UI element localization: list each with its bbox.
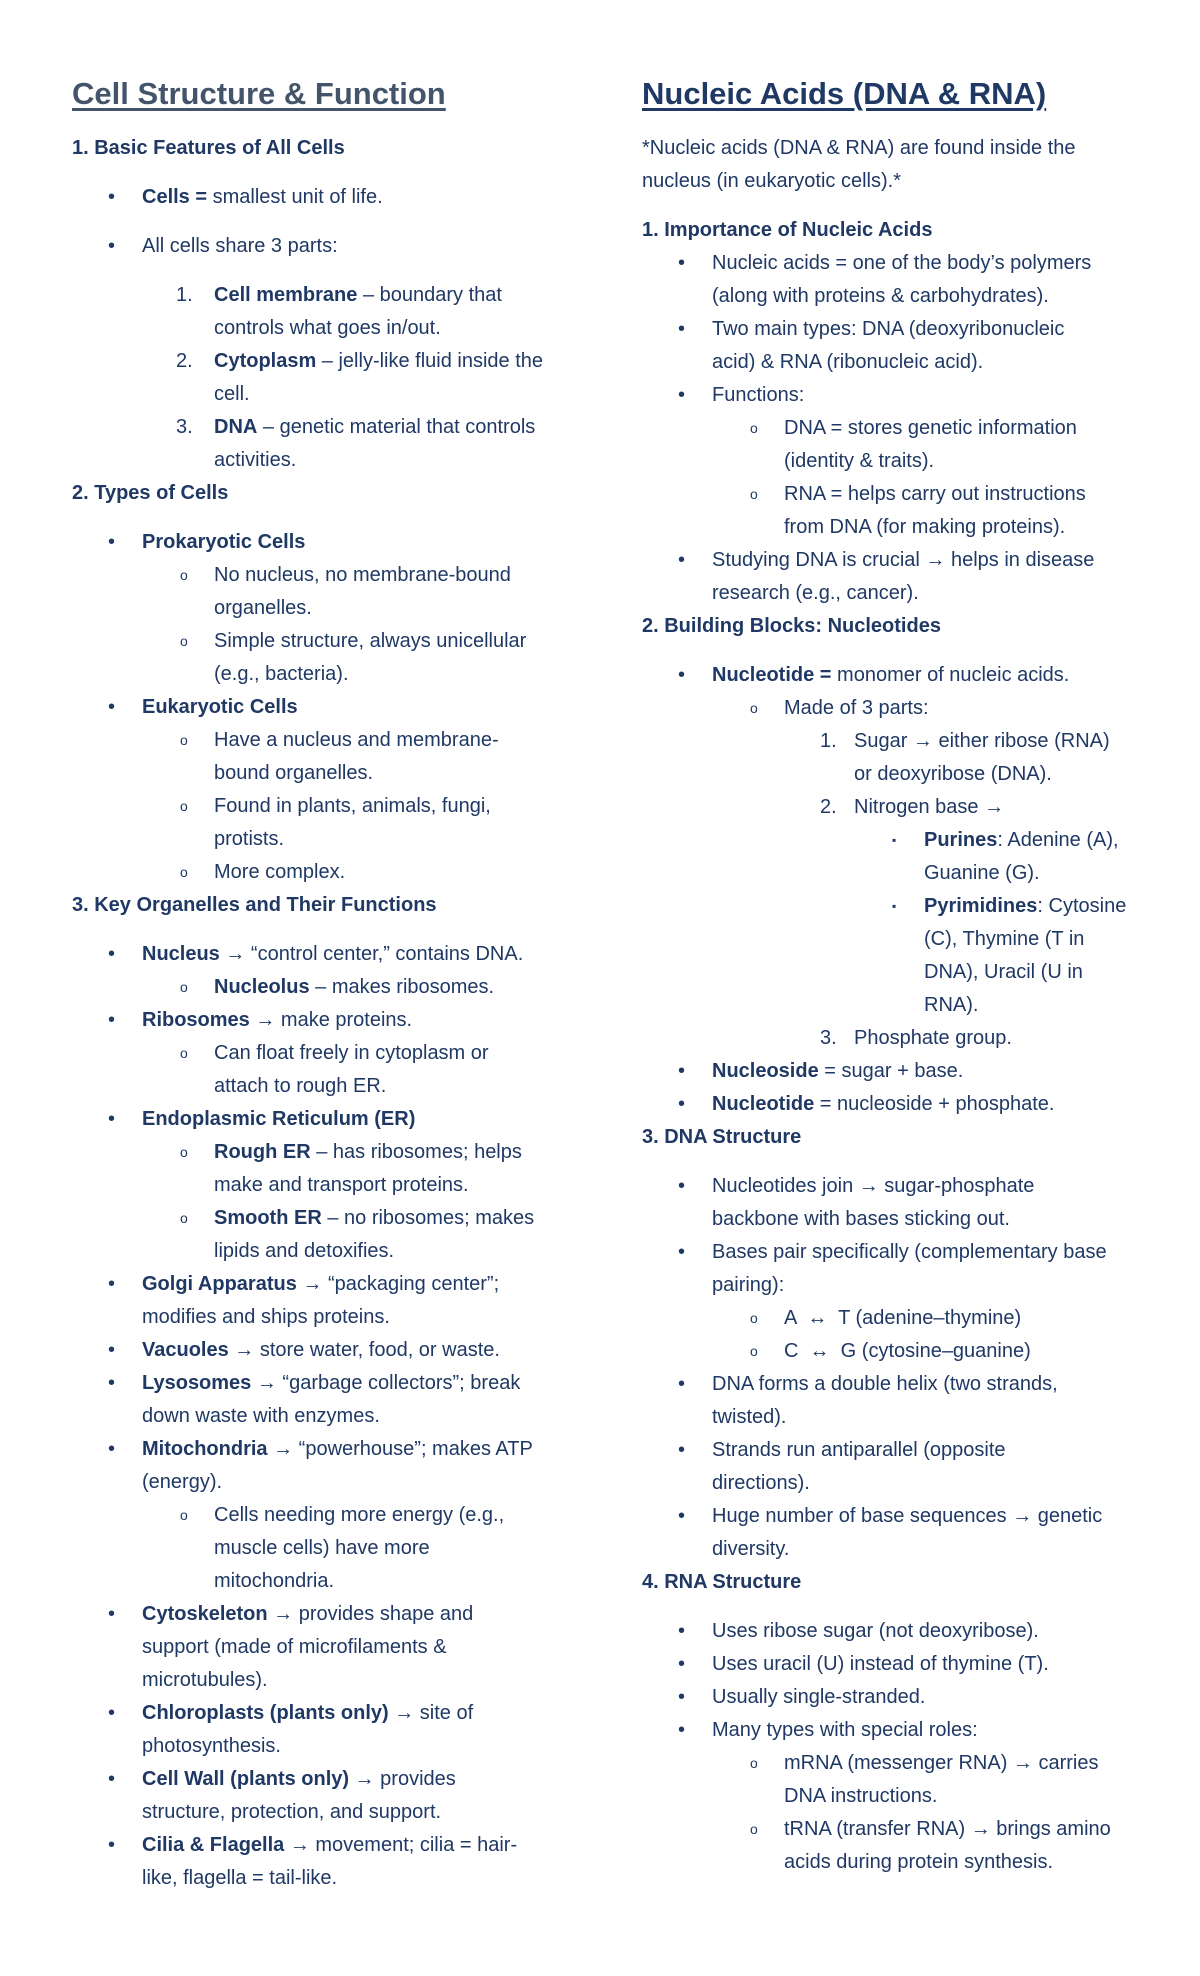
list-item: 3. DNA – genetic material that controls activities. [72, 411, 572, 477]
list-item: 2. Nitrogen base → [642, 791, 1142, 824]
list-item: o Cells needing more energy (e.g., muscle cells) have more mitochondria. [72, 1499, 572, 1598]
list-item: • Huge number of base sequences → genetic diversity. [642, 1500, 1142, 1566]
list-item: • Cell Wall (plants only) → provides structure, protection, and support. [72, 1763, 572, 1829]
nucleic-acids-column [642, 72, 1142, 1879]
list-item: • Lysosomes → “garbage collectors”; break down waste with enzymes. [72, 1367, 572, 1433]
list-item: o Can float freely in cytoplasm or attach to rough ER. [72, 1037, 572, 1103]
list-item: • Studying DNA is crucial → helps in disease research (e.g., cancer). [642, 544, 1142, 610]
list-item: • Vacuoles → store water, food, or waste. [72, 1334, 572, 1367]
bullet-marker: • [678, 1439, 686, 1461]
list-item: o tRNA (transfer RNA) → brings amino acids during protein synthesis. [642, 1813, 1142, 1879]
circle-marker: o [180, 798, 188, 814]
section-heading: 4. RNA Structure [642, 1571, 802, 1593]
cell-structure-title: Cell Structure & Function [72, 76, 446, 111]
list-item: • Cytoskeleton → provides shape and support (made of microfilaments & microtubules). [72, 1598, 572, 1697]
list-item: • Nucleic acids = one of the body’s polymers (along with proteins & carbohydrates). [642, 247, 1142, 313]
list-item: • Prokaryotic Cells [72, 526, 572, 559]
list-item: • Functions: [642, 379, 1142, 412]
list-item: • Eukaryotic Cells [72, 691, 572, 724]
list-item: o Found in plants, animals, fungi, protists. [72, 790, 572, 856]
bullet-marker: • [678, 252, 686, 274]
bullet-marker: • [678, 1373, 686, 1395]
list-item: • Mitochondria → “powerhouse”; makes ATP (energy). [72, 1433, 572, 1499]
list-item: • DNA forms a double helix (two strands, twisted). [642, 1368, 1142, 1434]
bullet-marker: • [678, 1241, 686, 1263]
list-item: ▪ Purines: Adenine (A), Guanine (G). [642, 824, 1142, 890]
bullet-marker: • [108, 1768, 116, 1790]
bullet-marker: • [108, 186, 116, 208]
list-item: • Nucleotide = monomer of nucleic acids. [642, 659, 1142, 692]
list-item: o RNA = helps carry out instructions from DNA (for making proteins). [642, 478, 1142, 544]
section-heading: 2. Building Blocks: Nucleotides [642, 615, 941, 637]
square-marker: ▪ [892, 833, 897, 847]
list-item: o Made of 3 parts: [642, 692, 1142, 725]
bullet-marker: • [678, 384, 686, 406]
list-item: • Ribosomes → make proteins. [72, 1004, 572, 1037]
circle-marker: o [750, 700, 758, 716]
circle-marker: o [750, 1821, 758, 1837]
circle-marker: o [180, 864, 188, 880]
circle-marker: o [180, 979, 188, 995]
number-marker: 2. [176, 350, 193, 372]
list-item: o Have a nucleus and membrane- bound organelles. [72, 724, 572, 790]
bullet-marker: • [678, 1093, 686, 1115]
list-item: ▪ Pyrimidines: Cytosine (C), Thymine (T in DNA), Uracil (U in RNA). [642, 890, 1142, 1022]
circle-marker: o [180, 1507, 188, 1523]
list-item: 2. Cytoplasm – jelly-like fluid inside the cell. [72, 345, 572, 411]
bullet-marker: • [108, 943, 116, 965]
list-item: • Cells = smallest unit of life. [72, 181, 572, 214]
bullet-marker: • [678, 1686, 686, 1708]
list-item: • Usually single-stranded. [642, 1681, 1142, 1714]
number-marker: 1. [176, 284, 193, 306]
list-item: • Uses ribose sugar (not deoxyribose). [642, 1615, 1142, 1648]
bullet-marker: • [108, 1702, 116, 1724]
list-item: • Nucleus → “control center,” contains DNA. [72, 938, 572, 971]
bullet-marker: • [678, 549, 686, 571]
list-item: o C ↔ G (cytosine–guanine) [642, 1335, 1142, 1368]
circle-marker: o [180, 567, 188, 583]
list-item: • Chloroplasts (plants only) → site of photosynthesis. [72, 1697, 572, 1763]
bullet-marker: • [678, 1719, 686, 1741]
section-heading: 1. Basic Features of All Cells [72, 137, 345, 159]
bullet-marker: • [678, 664, 686, 686]
list-item: • Many types with special roles: [642, 1714, 1142, 1747]
bullet-marker: • [678, 1175, 686, 1197]
list-item: • Strands run antiparallel (opposite directions). [642, 1434, 1142, 1500]
number-marker: 2. [820, 796, 837, 818]
list-item: • Cilia & Flagella → movement; cilia = hair- like, flagella = tail-like. [72, 1829, 572, 1895]
list-item: 1. Sugar → either ribose (RNA) or deoxyribose (DNA). [642, 725, 1142, 791]
number-marker: 1. [820, 730, 837, 752]
bullet-marker: • [678, 1653, 686, 1675]
circle-marker: o [180, 633, 188, 649]
bullet-marker: • [678, 1620, 686, 1642]
list-item: o No nucleus, no membrane-bound organelles. [72, 559, 572, 625]
list-item: • Two main types: DNA (deoxyribonucleic acid) & RNA (ribonucleic acid). [642, 313, 1142, 379]
list-item: o Rough ER – has ribosomes; helps make and transport proteins. [72, 1136, 572, 1202]
list-item: • All cells share 3 parts: [72, 230, 572, 263]
circle-marker: o [750, 420, 758, 436]
bullet-marker: • [678, 1060, 686, 1082]
bullet-marker: • [108, 1273, 116, 1295]
nucleic-acids-title: Nucleic Acids (DNA & RNA) [642, 76, 1047, 111]
circle-marker: o [750, 1343, 758, 1359]
list-item: • Nucleotide = nucleoside + phosphate. [642, 1088, 1142, 1121]
bullet-marker: • [108, 1438, 116, 1460]
list-item: • Bases pair specifically (complementary base pairing): [642, 1236, 1142, 1302]
list-item: o A ↔ T (adenine–thymine) [642, 1302, 1142, 1335]
section-heading: 1. Importance of Nucleic Acids [642, 219, 933, 241]
circle-marker: o [750, 1310, 758, 1326]
number-marker: 3. [176, 416, 193, 438]
circle-marker: o [750, 486, 758, 502]
bullet-marker: • [108, 1339, 116, 1361]
bullet-marker: • [108, 1108, 116, 1130]
bullet-marker: • [678, 318, 686, 340]
bullet-marker: • [108, 235, 116, 257]
square-marker: ▪ [892, 899, 897, 913]
bullet-marker: • [678, 1505, 686, 1527]
circle-marker: o [180, 1210, 188, 1226]
list-item: • Golgi Apparatus → “packaging center”; modifies and ships proteins. [72, 1268, 572, 1334]
list-item: o Smooth ER – no ribosomes; makes lipids and detoxifies. [72, 1202, 572, 1268]
section-heading: 3. Key Organelles and Their Functions [72, 894, 437, 916]
list-item: • Nucleoside = sugar + base. [642, 1055, 1142, 1088]
list-item: o Nucleolus – makes ribosomes. [72, 971, 572, 1004]
bullet-marker: • [108, 1009, 116, 1031]
list-item: 3. Phosphate group. [642, 1022, 1142, 1055]
list-item: • Uses uracil (U) instead of thymine (T). [642, 1648, 1142, 1681]
list-item: o DNA = stores genetic information (identity & traits). [642, 412, 1142, 478]
bullet-marker: • [108, 696, 116, 718]
list-item: o Simple structure, always unicellular (e.g., bacteria). [72, 625, 572, 691]
section-heading: 3. DNA Structure [642, 1126, 802, 1148]
list-item: 1. Cell membrane – boundary that controls what goes in/out. [72, 279, 572, 345]
list-item: • Endoplasmic Reticulum (ER) [72, 1103, 572, 1136]
number-marker: 3. [820, 1027, 837, 1049]
list-item: o mRNA (messenger RNA) → carries DNA instructions. [642, 1747, 1142, 1813]
section-heading: 2. Types of Cells [72, 482, 229, 504]
list-item: o More complex. [72, 856, 572, 889]
circle-marker: o [180, 1144, 188, 1160]
bullet-marker: • [108, 1372, 116, 1394]
bullet-marker: • [108, 531, 116, 553]
circle-marker: o [180, 732, 188, 748]
list-item: • Nucleotides join → sugar-phosphate backbone with bases sticking out. [642, 1170, 1142, 1236]
circle-marker: o [750, 1755, 758, 1771]
circle-marker: o [180, 1045, 188, 1061]
bullet-marker: • [108, 1603, 116, 1625]
bullet-marker: • [108, 1834, 116, 1856]
cell-structure-column [72, 72, 572, 1895]
intro-note: *Nucleic acids (DNA & RNA) are found inside the nucleus (in eukaryotic cells).* [642, 137, 1076, 192]
